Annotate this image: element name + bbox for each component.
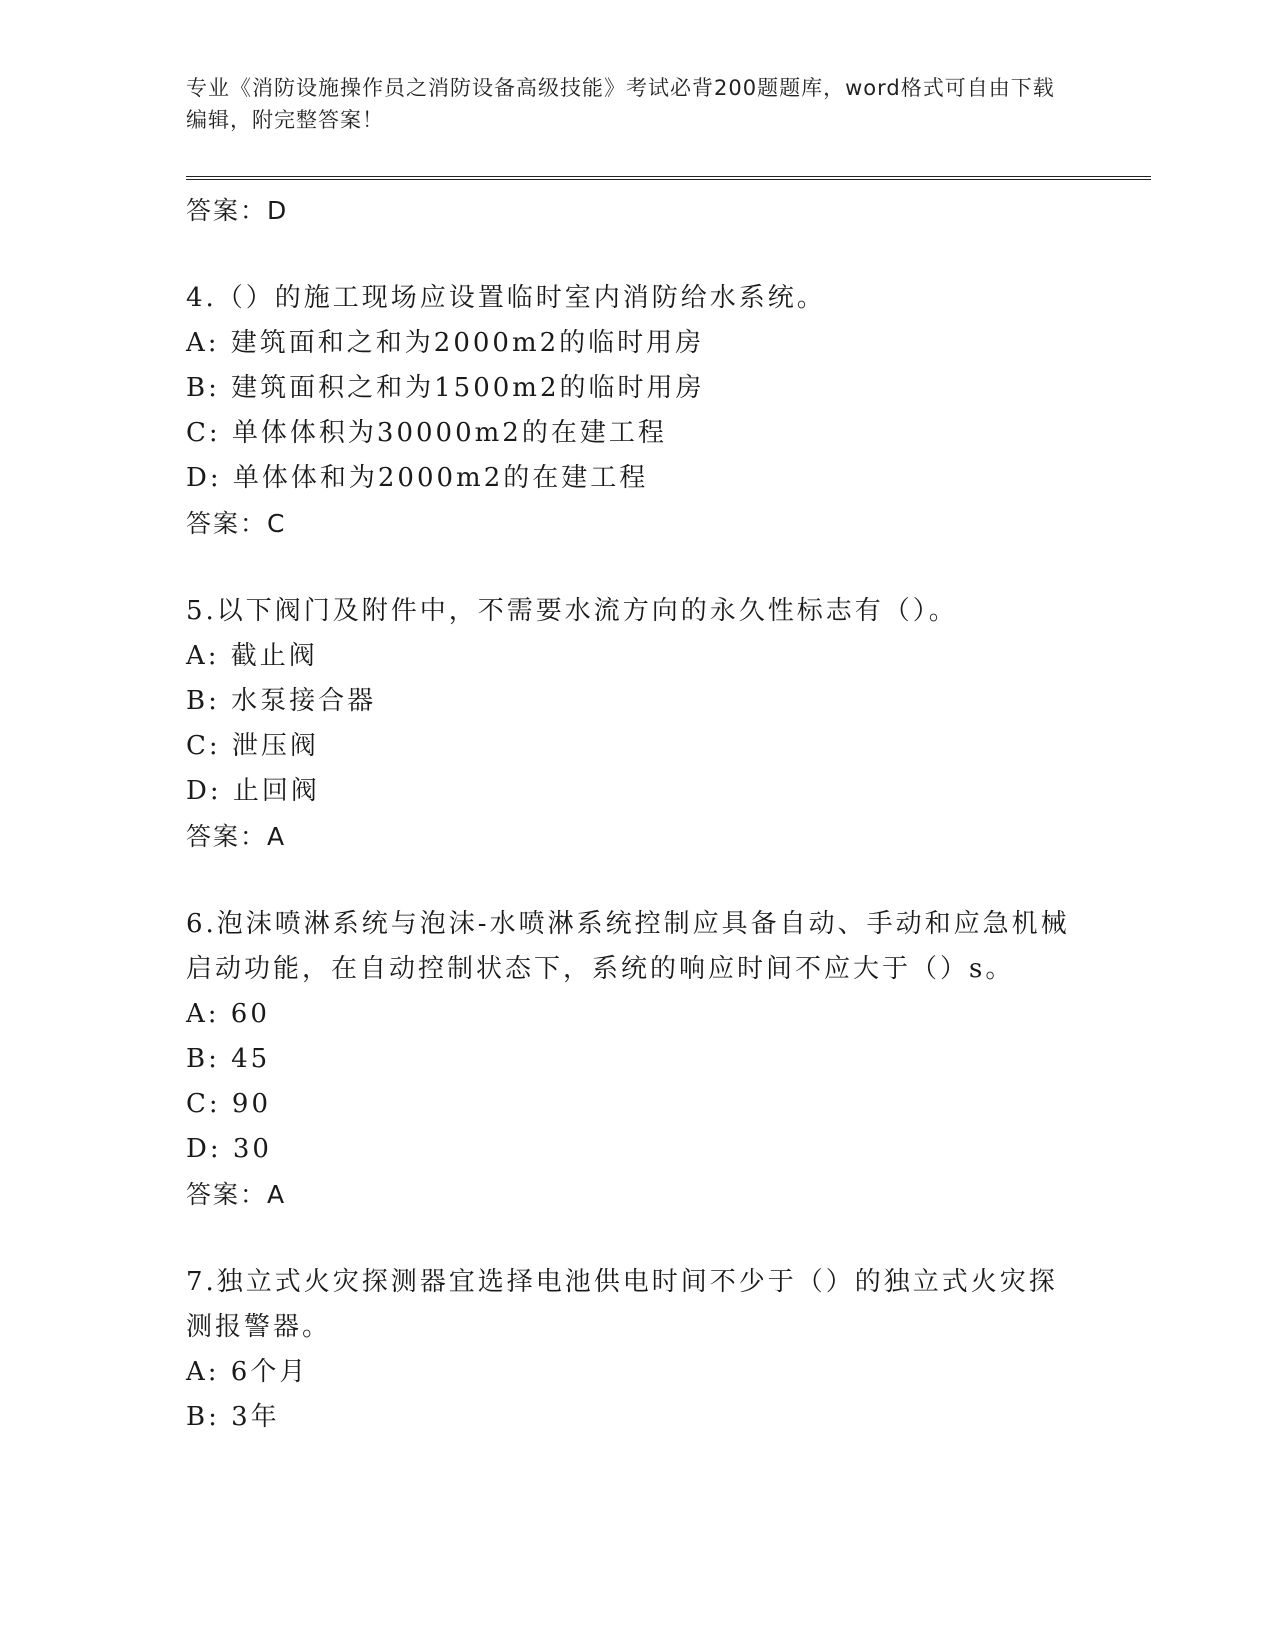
answer-line: 答案：A [186, 822, 287, 851]
question-stem: 4.（）的施工现场应设置临时室内消防给水系统。 [186, 283, 826, 313]
answer-line: 答案：D [186, 196, 289, 225]
option-c: C: 单体体积为30000m2的在建工程 [186, 418, 667, 448]
answer-line: 答案：C [186, 509, 287, 538]
spacer [186, 859, 1086, 902]
question-block [186, 276, 1086, 546]
question-block [186, 589, 1086, 859]
question-content [186, 188, 1086, 1440]
spacer [186, 1217, 1086, 1260]
option-b: B: 45 [186, 1044, 271, 1074]
spacer [186, 233, 1086, 276]
option-c: C: 90 [186, 1089, 272, 1119]
answer-line: 答案：A [186, 1180, 287, 1209]
option-d: D: 单体体和为2000m2的在建工程 [186, 463, 649, 493]
spacer [186, 546, 1086, 589]
question-block [186, 902, 1086, 1217]
question-stem: 6.泡沫喷淋系统与泡沫-水喷淋系统控制应具备自动、手动和应急机械启动功能，在自动控制状态下，系统的响应时间不应大于（）s。 [186, 909, 1070, 984]
question-block [186, 1260, 1086, 1440]
question-stem: 5.以下阀门及附件中，不需要水流方向的永久性标志有（）。 [186, 596, 958, 626]
option-a: A: 6个月 [186, 1357, 309, 1387]
option-c: C: 泄压阀 [186, 731, 319, 761]
option-a: A: 60 [186, 999, 270, 1029]
document-header: 专业《消防设施操作员之消防设备高级技能》考试必背200题题库，word格式可自由下载编辑，附完整答案！ [186, 76, 1055, 132]
option-d: D: 止回阀 [186, 776, 320, 806]
option-a: A: 建筑面和之和为2000m2的临时用房 [186, 328, 705, 358]
option-b: B: 建筑面积之和为1500m2的临时用房 [186, 373, 705, 403]
option-b: B: 3年 [186, 1402, 280, 1432]
option-a: A: 截止阀 [186, 641, 318, 671]
question-stem: 7.独立式火灾探测器宜选择电池供电时间不少于（）的独立式火灾探测报警器。 [186, 1267, 1058, 1342]
header-divider [186, 176, 1151, 180]
option-d: D: 30 [186, 1134, 272, 1164]
option-b: B: 水泵接合器 [186, 686, 377, 716]
